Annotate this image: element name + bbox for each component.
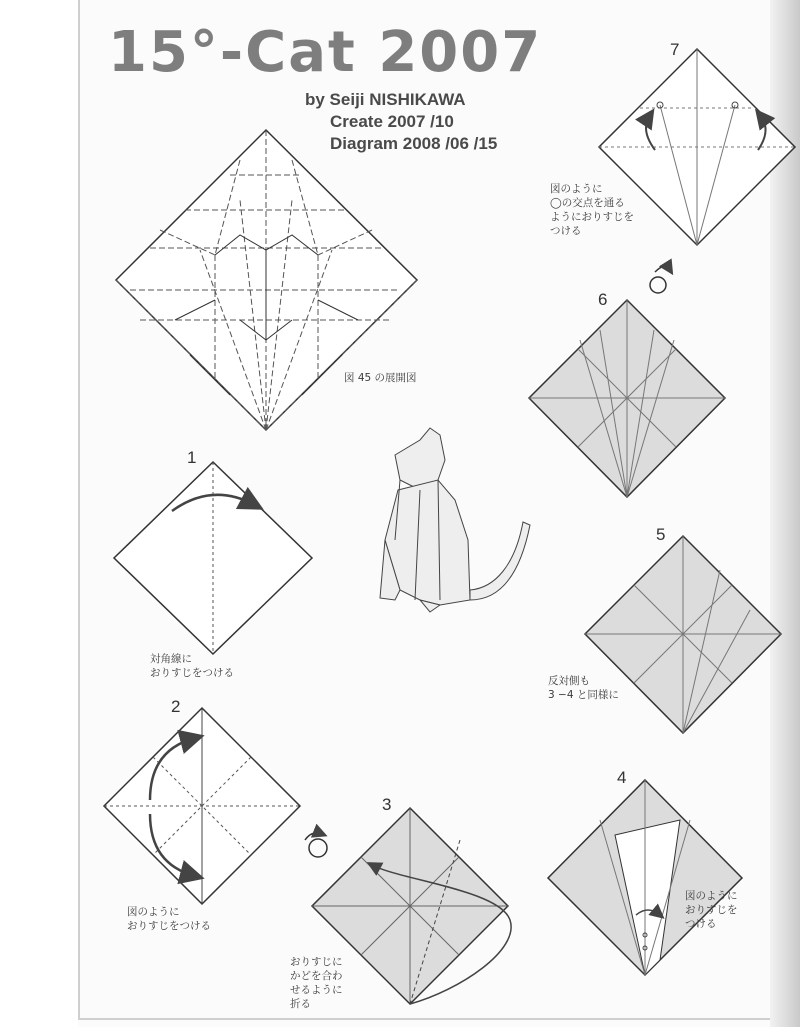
step1-number: 1 [187, 448, 197, 467]
step6-diagram [529, 266, 725, 497]
step7-instructions [550, 182, 634, 238]
instruction-line: 図のように [127, 906, 180, 918]
instruction-line: 3 −4 と同様に [548, 689, 619, 701]
turn-over-icon [650, 266, 670, 293]
instruction-line: 対角線に [150, 653, 192, 665]
instruction-line: 折る [290, 998, 311, 1010]
diagram-date: Diagram 2008 /06 /15 [330, 134, 498, 153]
turn-over-icon [305, 833, 327, 857]
step1-diagram [114, 462, 312, 654]
instruction-line: おりすじに [290, 956, 343, 968]
page-title: 15°-Cat 2007 [108, 20, 543, 85]
instruction-line: 反対側も [548, 675, 590, 687]
step1-instructions [150, 652, 234, 680]
instruction-line: かどを合わ [290, 970, 343, 982]
step4-number: 4 [617, 768, 627, 787]
step2-number: 2 [171, 697, 181, 716]
instruction-line: 図のように [685, 890, 738, 902]
step4-instructions [685, 889, 738, 931]
instruction-line: おりすじを [685, 904, 738, 916]
instruction-line: ◯の交点を通る [550, 197, 625, 209]
step2-instructions [127, 905, 211, 933]
instruction-line: ようにおりすじを [550, 211, 634, 223]
step3-number: 3 [382, 795, 392, 814]
instruction-line: つける [550, 225, 582, 237]
step4-diagram [548, 780, 742, 975]
instruction-line: おりすじをつける [150, 667, 234, 679]
create-date: Create 2007 /10 [330, 112, 454, 131]
author-credit: by Seiji NISHIKAWA [305, 90, 466, 109]
instruction-line: せるように [290, 984, 343, 996]
instruction-line: つける [685, 918, 717, 930]
step5-number: 5 [656, 525, 666, 544]
step3-instructions [290, 955, 343, 1011]
step5-instructions [548, 674, 619, 702]
step5-diagram [585, 536, 781, 733]
step2-diagram [104, 708, 300, 904]
crease-pattern-caption: 図 45 の展開図 [344, 372, 417, 384]
instruction-line: おりすじをつける [127, 920, 211, 932]
instruction-line: 図のように [550, 183, 603, 195]
step6-number: 6 [598, 290, 608, 309]
step7-number: 7 [670, 40, 680, 59]
crease-pattern [116, 130, 417, 430]
origami-cat-model-icon [380, 428, 530, 612]
